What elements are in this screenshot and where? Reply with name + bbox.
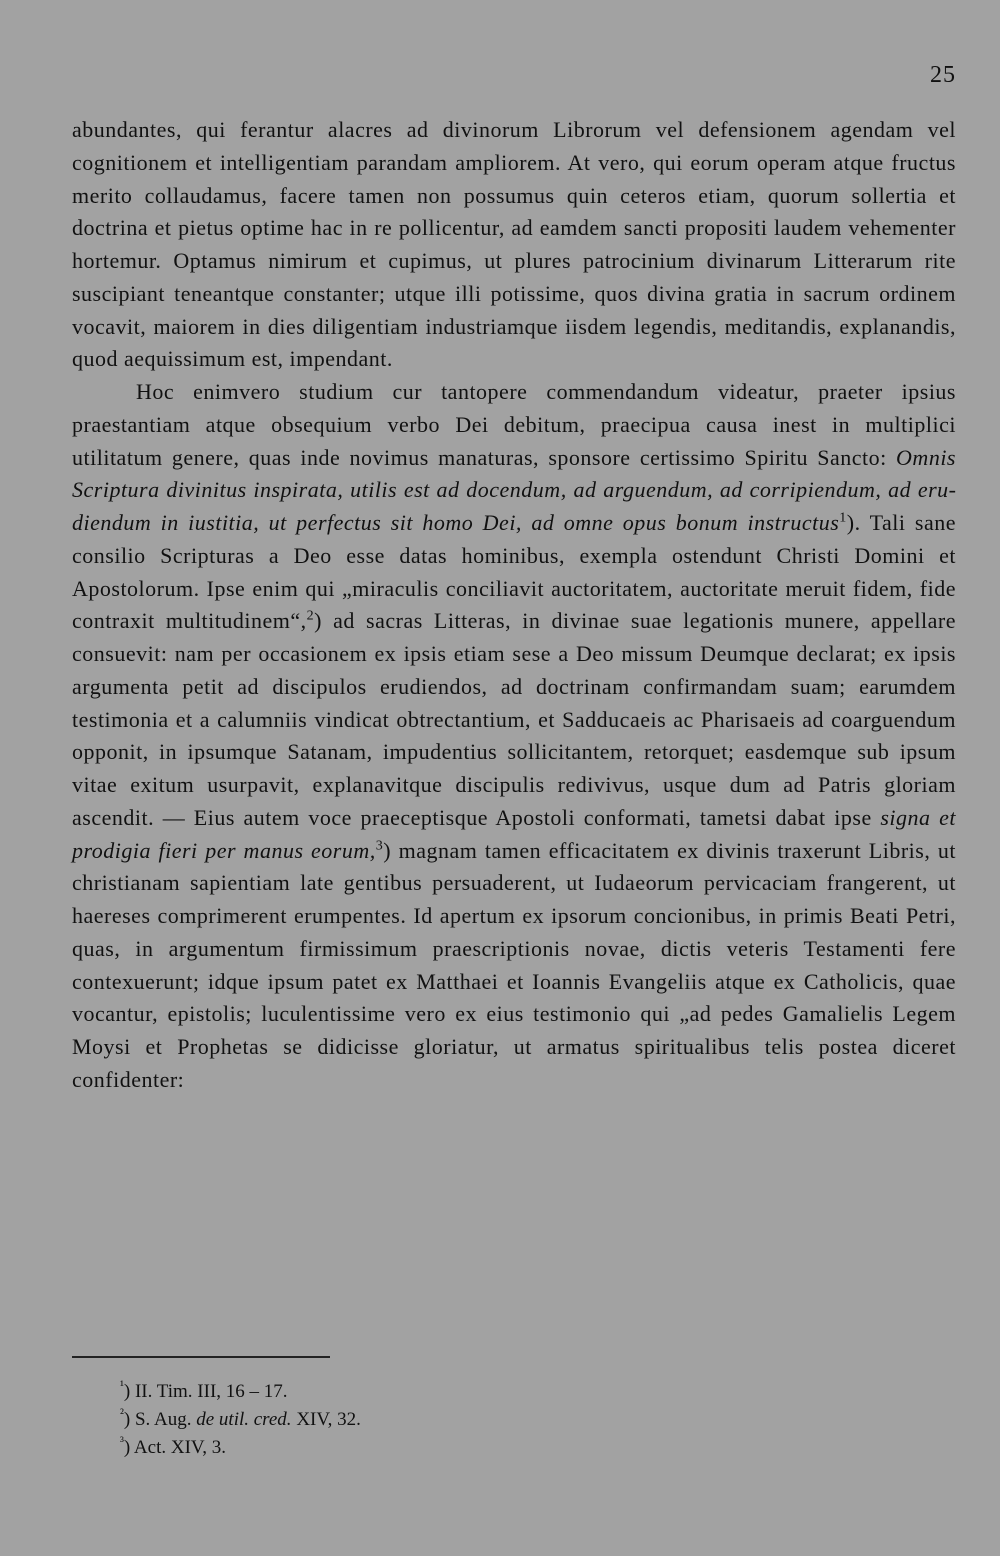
paragraph-1	[72, 114, 956, 376]
footnote-reference: 1	[839, 510, 847, 526]
text-run: Hoc enimvero studium cur tantopere commendandum videatur, praeter ipsius praestantiam atque obsequium verbo Dei debitum, praecipua causa inest in multiplici utilitatum genere, quas inde novimus manaturas, sponsore certissimo Spiritu Sancto:	[72, 379, 956, 470]
italic-quotation: signa et prodigia fieri per manus eorum,	[72, 804, 956, 863]
text-run: ) magnam tamen efficacitatem ex divinis traxerunt Libris, ut christianam sapientiam late gentibus persuaderent, ut Iudaeorum pervicaciam frangerent, ut haereses comprimerent erumpentes. Id apertum ex ipsorum concionibus, in primis Beati Petri, quas, in argumentum firmissimum praescriptionis novae, dictis veteris Testamenti fere contexuerunt; idque ipsum patet ex Matthaei et Ioannis Evangeliis atque ex Catholicis, quae vocantur, epistolis; luculentissime vero ex eius testimonio qui „ad pedes Gamalielis Legem Moysi et Prophetas se didicisse gloriatur, ut armatus spiritualibus telis postea diceret confidenter:	[72, 837, 956, 1092]
text-run: ) Act. XIV, 3.	[123, 1437, 226, 1458]
footnote-text	[124, 1381, 288, 1402]
body-text	[72, 114, 956, 1097]
footnote-marker: ²	[120, 1405, 124, 1421]
footnote-marker: ³	[120, 1433, 124, 1449]
text-run: ) ad sacras Litteras, in divinae suae legationis munere, appellare consuevit: nam per occasionem ex ipsis etiam sese a Deo missum Deumque declarat; ex ipsis argumenta petit ad discipulos erudiendos, ad doctrinam confirmandam suam; earumdem testimonia et a calumniis vindicat obtrectantium, et Sadducaeis ac Pharisaeis ad coarguendum opponit, in ipsumque Satanam, impudentius sollicitantem, retorquet; easdemque sub ipsum vitae exitum usurpavit, explanavitque discipulis redivivus, usque dum ad Patris gloriam ascendit. — Eius autem voce praeceptisque Apostoli conformati, tametsi dabat ipse	[72, 608, 956, 830]
footnote-marker: ¹	[120, 1377, 124, 1393]
italic-quotation: Omnis Scriptura divinitus inspirata, utilis est ad docendum, ad arguendum, ad corripiendum, ad erudiendum in iustitia, ut perfectus sit homo Dei, ad omne opus bonum instructus	[72, 444, 956, 535]
text-run: ). Tali sane consilio Scripturas a Deo esse datas hominibus, exempla ostendunt Christi Domini et Apostolorum. Ipse enim qui „miraculis conciliavit auctoritatem, auctoritate meruit fidem, fide contraxit multitudinem“,	[72, 510, 956, 634]
page-number: 25	[930, 62, 956, 88]
paragraph-2	[72, 376, 956, 1097]
footnote-text	[124, 1409, 361, 1430]
footnote-2	[120, 1406, 720, 1434]
italic-quotation: de util. cred.	[196, 1409, 292, 1430]
footnote-text	[124, 1437, 226, 1458]
footnote-1	[120, 1378, 720, 1406]
footnotes	[120, 1378, 720, 1462]
text-run: XIV, 32.	[291, 1409, 361, 1430]
footnote-reference: 2	[306, 608, 315, 624]
footnote-reference: 3	[375, 838, 384, 854]
text-run: ) II. Tim. III, 16 – 17.	[123, 1381, 288, 1402]
text-run: abundantes, qui ferantur alacres ad divinorum Librorum vel defensionem agendam vel cognitionem et intelligentiam parandam ampliorem. At vero, qui eorum operam atque fructus merito collaudamus, facere tamen non possumus quin ceteros etiam, quorum sollertia et doctrina et pietus optime hac in re pollicentur, ad eamdem sancti propositi laudem vehementer hortemur. Optamus nimirum et cupimus, ut plures patrocinium divinarum Litterarum rite suscipiant teneantque constanter; utque illi potissime, quos divina gratia in sacrum ordinem vocavit, maiorem in dies diligentiam industriamque iisdem legendis, meditandis, explanandis, quod aequissimum est, impendant.	[72, 117, 956, 372]
footnote-separator	[72, 1356, 330, 1358]
text-run: ) S. Aug.	[123, 1409, 197, 1430]
footnote-3	[120, 1434, 720, 1462]
